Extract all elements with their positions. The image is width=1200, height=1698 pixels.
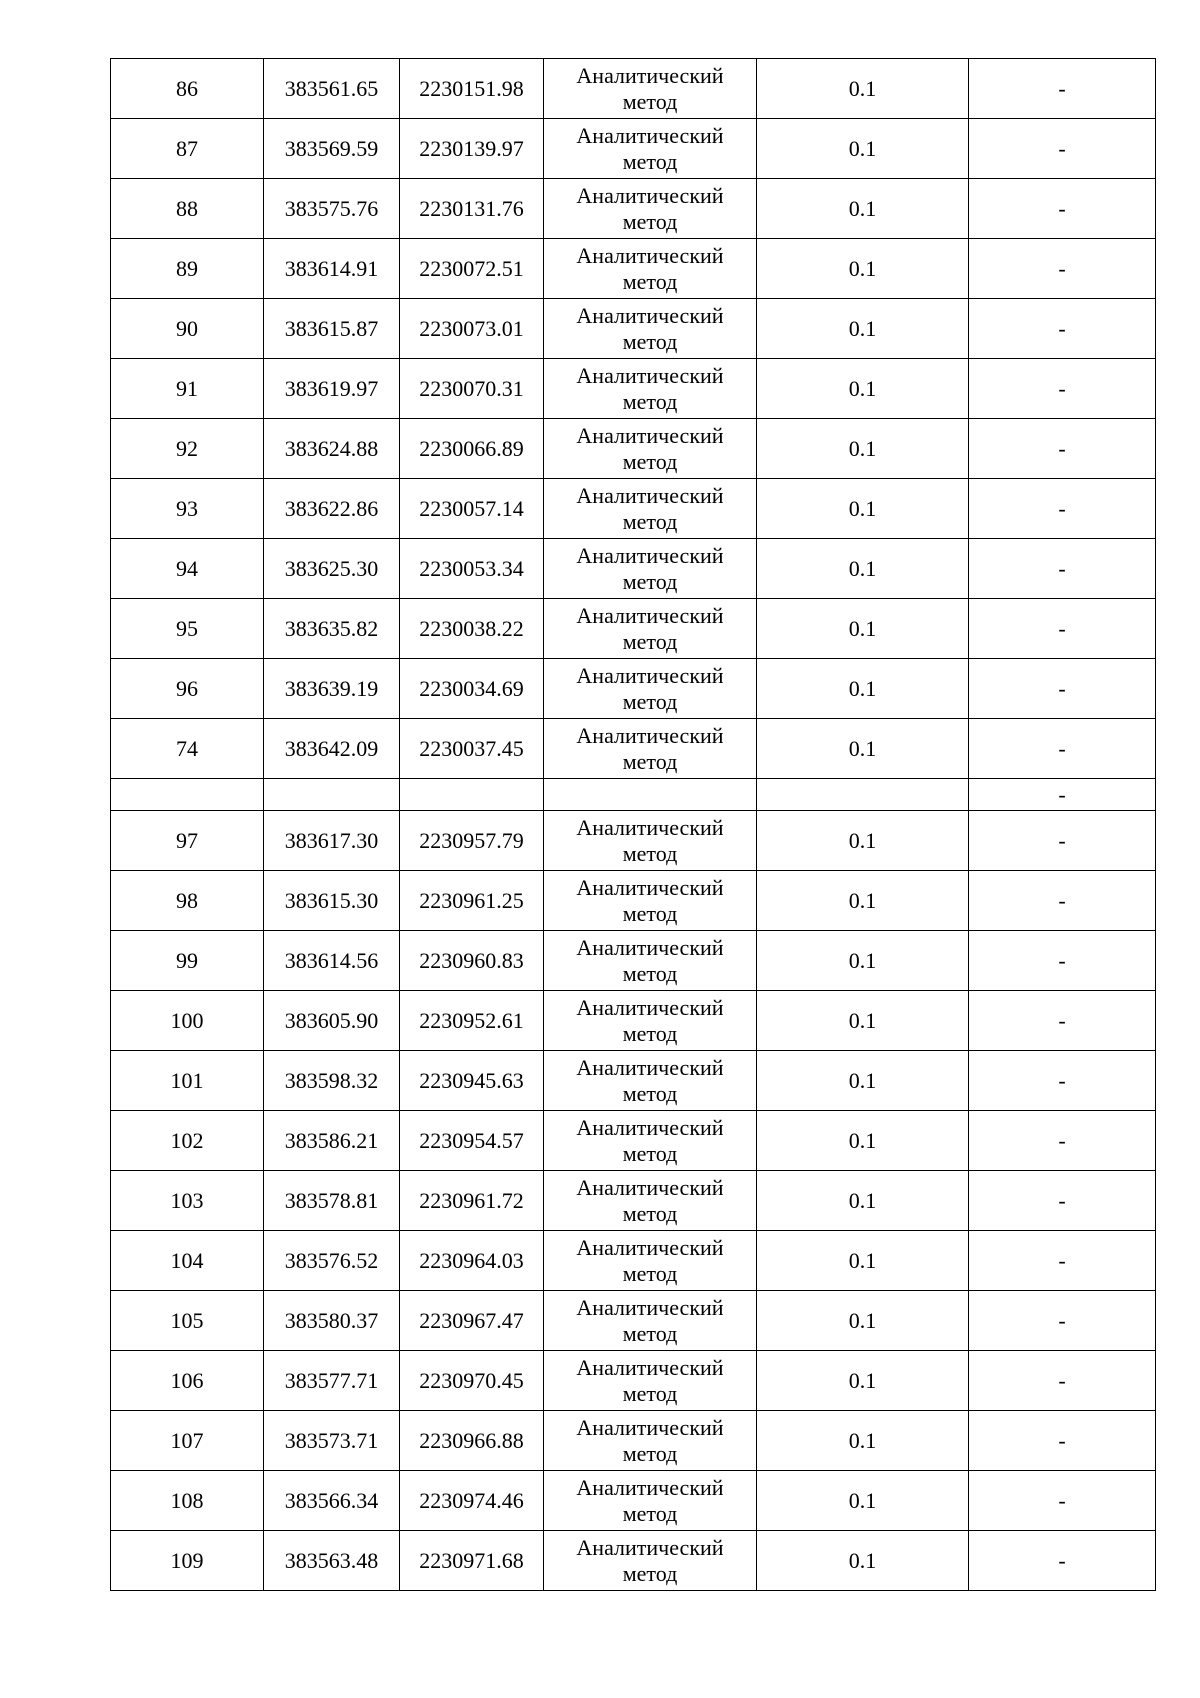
y-coordinate-cell: 2230964.03 <box>400 1231 544 1291</box>
table-row <box>111 599 1156 659</box>
table-row <box>111 1171 1156 1231</box>
method-cell <box>544 599 757 659</box>
y-coordinate-cell: 2230073.01 <box>400 299 544 359</box>
accuracy-cell: 0.1 <box>757 1171 969 1231</box>
point-number-cell: 105 <box>111 1291 264 1351</box>
method-cell <box>544 811 757 871</box>
method-line-1: Аналитический <box>576 482 724 508</box>
method-cell <box>544 871 757 931</box>
method-line-2: метод <box>622 88 678 114</box>
point-number-cell: 102 <box>111 1111 264 1171</box>
y-coordinate-cell: 2230072.51 <box>400 239 544 299</box>
method-line-1: Аналитический <box>576 814 724 840</box>
point-number-cell: 108 <box>111 1471 264 1531</box>
accuracy-cell: 0.1 <box>757 1411 969 1471</box>
x-coordinate-cell: 383605.90 <box>264 991 400 1051</box>
table-row <box>111 991 1156 1051</box>
note-cell: - <box>969 1171 1156 1231</box>
table-row <box>111 811 1156 871</box>
point-number-cell: 92 <box>111 419 264 479</box>
method-line-2: метод <box>622 900 678 926</box>
method-line-2: метод <box>622 1560 678 1586</box>
method-line-1: Аналитический <box>576 662 724 688</box>
method-cell <box>544 1351 757 1411</box>
method-line-1: Аналитический <box>576 542 724 568</box>
note-cell: - <box>969 1051 1156 1111</box>
table-row <box>111 1111 1156 1171</box>
method-line-2: метод <box>622 748 678 774</box>
point-number-cell: 95 <box>111 599 264 659</box>
method-cell <box>544 659 757 719</box>
x-coordinate-cell: 383614.91 <box>264 239 400 299</box>
point-number-cell: 90 <box>111 299 264 359</box>
x-coordinate-cell: 383578.81 <box>264 1171 400 1231</box>
y-coordinate-cell: 2230952.61 <box>400 991 544 1051</box>
x-coordinate-cell: 383639.19 <box>264 659 400 719</box>
method-line-2: метод <box>622 448 678 474</box>
method-cell <box>544 119 757 179</box>
x-coordinate-cell: 383566.34 <box>264 1471 400 1531</box>
accuracy-cell: 0.1 <box>757 119 969 179</box>
method-line-1: Аналитический <box>576 1354 724 1380</box>
method-line-1: Аналитический <box>576 1294 724 1320</box>
note-cell: - <box>969 599 1156 659</box>
y-coordinate-cell: 2230957.79 <box>400 811 544 871</box>
point-number-cell: 109 <box>111 1531 264 1591</box>
method-cell <box>544 931 757 991</box>
point-number-cell: 89 <box>111 239 264 299</box>
method-cell <box>544 1111 757 1171</box>
method-line-2: метод <box>622 1320 678 1346</box>
x-coordinate-cell: 383577.71 <box>264 1351 400 1411</box>
method-line-1: Аналитический <box>576 1174 724 1200</box>
point-number-cell: 103 <box>111 1171 264 1231</box>
x-coordinate-cell: 383576.52 <box>264 1231 400 1291</box>
method-cell <box>544 359 757 419</box>
table-spacer-row <box>111 779 1156 811</box>
x-coordinate-cell: 383615.30 <box>264 871 400 931</box>
method-line-1: Аналитический <box>576 602 724 628</box>
method-line-2: метод <box>622 1080 678 1106</box>
method-cell <box>544 299 757 359</box>
point-number-cell: 93 <box>111 479 264 539</box>
x-coordinate-cell: 383622.86 <box>264 479 400 539</box>
method-cell <box>544 419 757 479</box>
accuracy-cell: 0.1 <box>757 1231 969 1291</box>
table-row <box>111 539 1156 599</box>
method-cell <box>544 1051 757 1111</box>
method-line-2: метод <box>622 628 678 654</box>
method-line-2: метод <box>622 208 678 234</box>
y-coordinate-cell: 2230974.46 <box>400 1471 544 1531</box>
table-row <box>111 931 1156 991</box>
x-coordinate-cell: 383561.65 <box>264 59 400 119</box>
accuracy-cell: 0.1 <box>757 871 969 931</box>
method-line-2: метод <box>622 1260 678 1286</box>
x-coordinate-cell: 383614.56 <box>264 931 400 991</box>
accuracy-cell: 0.1 <box>757 299 969 359</box>
y-coordinate-cell: 2230066.89 <box>400 419 544 479</box>
method-cell <box>544 1531 757 1591</box>
table-row <box>111 359 1156 419</box>
y-coordinate-cell: 2230966.88 <box>400 1411 544 1471</box>
table-row <box>111 1291 1156 1351</box>
point-number-cell: 86 <box>111 59 264 119</box>
note-cell: - <box>969 779 1156 811</box>
empty-cell <box>264 779 400 811</box>
y-coordinate-cell: 2230034.69 <box>400 659 544 719</box>
y-coordinate-cell: 2230961.25 <box>400 871 544 931</box>
y-coordinate-cell: 2230131.76 <box>400 179 544 239</box>
y-coordinate-cell: 2230070.31 <box>400 359 544 419</box>
method-line-2: метод <box>622 268 678 294</box>
note-cell: - <box>969 59 1156 119</box>
table-row <box>111 659 1156 719</box>
y-coordinate-cell: 2230053.34 <box>400 539 544 599</box>
x-coordinate-cell: 383619.97 <box>264 359 400 419</box>
point-number-cell: 97 <box>111 811 264 871</box>
method-cell <box>544 1291 757 1351</box>
accuracy-cell: 0.1 <box>757 1471 969 1531</box>
accuracy-cell: 0.1 <box>757 59 969 119</box>
method-line-2: метод <box>622 148 678 174</box>
method-line-2: метод <box>622 1380 678 1406</box>
y-coordinate-cell: 2230967.47 <box>400 1291 544 1351</box>
y-coordinate-cell: 2230971.68 <box>400 1531 544 1591</box>
x-coordinate-cell: 383642.09 <box>264 719 400 779</box>
note-cell: - <box>969 931 1156 991</box>
method-line-1: Аналитический <box>576 722 724 748</box>
method-line-1: Аналитический <box>576 422 724 448</box>
method-cell <box>544 59 757 119</box>
table-row <box>111 1231 1156 1291</box>
accuracy-cell: 0.1 <box>757 1531 969 1591</box>
coordinates-table-body <box>111 59 1156 1591</box>
table-row <box>111 719 1156 779</box>
method-line-2: метод <box>622 1500 678 1526</box>
point-number-cell: 106 <box>111 1351 264 1411</box>
x-coordinate-cell: 383635.82 <box>264 599 400 659</box>
method-line-2: метод <box>622 1440 678 1466</box>
method-cell <box>544 539 757 599</box>
accuracy-cell: 0.1 <box>757 1051 969 1111</box>
note-cell: - <box>969 539 1156 599</box>
x-coordinate-cell: 383598.32 <box>264 1051 400 1111</box>
point-number-cell: 98 <box>111 871 264 931</box>
method-cell <box>544 1471 757 1531</box>
x-coordinate-cell: 383586.21 <box>264 1111 400 1171</box>
note-cell: - <box>969 991 1156 1051</box>
x-coordinate-cell: 383624.88 <box>264 419 400 479</box>
accuracy-cell: 0.1 <box>757 479 969 539</box>
method-line-2: метод <box>622 328 678 354</box>
accuracy-cell: 0.1 <box>757 931 969 991</box>
point-number-cell: 88 <box>111 179 264 239</box>
y-coordinate-cell: 2230945.63 <box>400 1051 544 1111</box>
method-line-1: Аналитический <box>576 362 724 388</box>
x-coordinate-cell: 383625.30 <box>264 539 400 599</box>
empty-cell <box>544 779 757 811</box>
note-cell: - <box>969 239 1156 299</box>
x-coordinate-cell: 383563.48 <box>264 1531 400 1591</box>
note-cell: - <box>969 419 1156 479</box>
y-coordinate-cell: 2230057.14 <box>400 479 544 539</box>
accuracy-cell: 0.1 <box>757 239 969 299</box>
method-cell <box>544 719 757 779</box>
accuracy-cell: 0.1 <box>757 539 969 599</box>
method-line-1: Аналитический <box>576 1234 724 1260</box>
note-cell: - <box>969 479 1156 539</box>
note-cell: - <box>969 811 1156 871</box>
accuracy-cell: 0.1 <box>757 179 969 239</box>
method-line-1: Аналитический <box>576 874 724 900</box>
method-cell <box>544 179 757 239</box>
point-number-cell: 91 <box>111 359 264 419</box>
method-line-1: Аналитический <box>576 934 724 960</box>
method-cell <box>544 1411 757 1471</box>
note-cell: - <box>969 179 1156 239</box>
method-line-1: Аналитический <box>576 1474 724 1500</box>
method-line-1: Аналитический <box>576 1114 724 1140</box>
method-cell <box>544 1231 757 1291</box>
accuracy-cell: 0.1 <box>757 1291 969 1351</box>
y-coordinate-cell: 2230037.45 <box>400 719 544 779</box>
note-cell: - <box>969 1111 1156 1171</box>
table-row <box>111 1531 1156 1591</box>
x-coordinate-cell: 383617.30 <box>264 811 400 871</box>
y-coordinate-cell: 2230960.83 <box>400 931 544 991</box>
accuracy-cell: 0.1 <box>757 811 969 871</box>
x-coordinate-cell: 383575.76 <box>264 179 400 239</box>
table-row <box>111 59 1156 119</box>
method-line-2: метод <box>622 388 678 414</box>
note-cell: - <box>969 871 1156 931</box>
note-cell: - <box>969 1411 1156 1471</box>
x-coordinate-cell: 383615.87 <box>264 299 400 359</box>
x-coordinate-cell: 383580.37 <box>264 1291 400 1351</box>
method-line-2: метод <box>622 1200 678 1226</box>
table-row <box>111 1411 1156 1471</box>
table-row <box>111 479 1156 539</box>
note-cell: - <box>969 719 1156 779</box>
y-coordinate-cell: 2230961.72 <box>400 1171 544 1231</box>
table-row <box>111 179 1156 239</box>
note-cell: - <box>969 299 1156 359</box>
method-line-1: Аналитический <box>576 1414 724 1440</box>
note-cell: - <box>969 119 1156 179</box>
method-line-1: Аналитический <box>576 242 724 268</box>
table-row <box>111 239 1156 299</box>
method-cell <box>544 479 757 539</box>
method-line-1: Аналитический <box>576 62 724 88</box>
method-line-1: Аналитический <box>576 182 724 208</box>
method-cell <box>544 1171 757 1231</box>
note-cell: - <box>969 1231 1156 1291</box>
accuracy-cell: 0.1 <box>757 991 969 1051</box>
note-cell: - <box>969 659 1156 719</box>
point-number-cell: 107 <box>111 1411 264 1471</box>
point-number-cell: 99 <box>111 931 264 991</box>
point-number-cell: 74 <box>111 719 264 779</box>
method-line-2: метод <box>622 960 678 986</box>
point-number-cell: 104 <box>111 1231 264 1291</box>
point-number-cell: 100 <box>111 991 264 1051</box>
note-cell: - <box>969 1291 1156 1351</box>
point-number-cell: 101 <box>111 1051 264 1111</box>
accuracy-cell: 0.1 <box>757 1351 969 1411</box>
point-number-cell: 96 <box>111 659 264 719</box>
method-line-1: Аналитический <box>576 1534 724 1560</box>
method-cell <box>544 239 757 299</box>
accuracy-cell: 0.1 <box>757 719 969 779</box>
table-row <box>111 419 1156 479</box>
y-coordinate-cell: 2230038.22 <box>400 599 544 659</box>
method-line-1: Аналитический <box>576 1054 724 1080</box>
method-line-2: метод <box>622 1020 678 1046</box>
empty-cell <box>757 779 969 811</box>
method-line-2: метод <box>622 508 678 534</box>
note-cell: - <box>969 359 1156 419</box>
y-coordinate-cell: 2230970.45 <box>400 1351 544 1411</box>
y-coordinate-cell: 2230954.57 <box>400 1111 544 1171</box>
table-row <box>111 119 1156 179</box>
note-cell: - <box>969 1471 1156 1531</box>
table-row <box>111 1471 1156 1531</box>
method-line-2: метод <box>622 568 678 594</box>
method-cell <box>544 991 757 1051</box>
method-line-2: метод <box>622 1140 678 1166</box>
y-coordinate-cell: 2230139.97 <box>400 119 544 179</box>
note-cell: - <box>969 1351 1156 1411</box>
method-line-2: метод <box>622 840 678 866</box>
point-number-cell: 94 <box>111 539 264 599</box>
y-coordinate-cell: 2230151.98 <box>400 59 544 119</box>
empty-cell <box>111 779 264 811</box>
x-coordinate-cell: 383573.71 <box>264 1411 400 1471</box>
accuracy-cell: 0.1 <box>757 419 969 479</box>
accuracy-cell: 0.1 <box>757 1111 969 1171</box>
method-line-2: метод <box>622 688 678 714</box>
table-row <box>111 871 1156 931</box>
table-row <box>111 1351 1156 1411</box>
method-line-1: Аналитический <box>576 302 724 328</box>
accuracy-cell: 0.1 <box>757 359 969 419</box>
method-line-1: Аналитический <box>576 122 724 148</box>
note-cell: - <box>969 1531 1156 1591</box>
x-coordinate-cell: 383569.59 <box>264 119 400 179</box>
method-line-1: Аналитический <box>576 994 724 1020</box>
accuracy-cell: 0.1 <box>757 659 969 719</box>
empty-cell <box>400 779 544 811</box>
coordinates-table <box>110 58 1156 1591</box>
table-row <box>111 299 1156 359</box>
table-row <box>111 1051 1156 1111</box>
accuracy-cell: 0.1 <box>757 599 969 659</box>
point-number-cell: 87 <box>111 119 264 179</box>
